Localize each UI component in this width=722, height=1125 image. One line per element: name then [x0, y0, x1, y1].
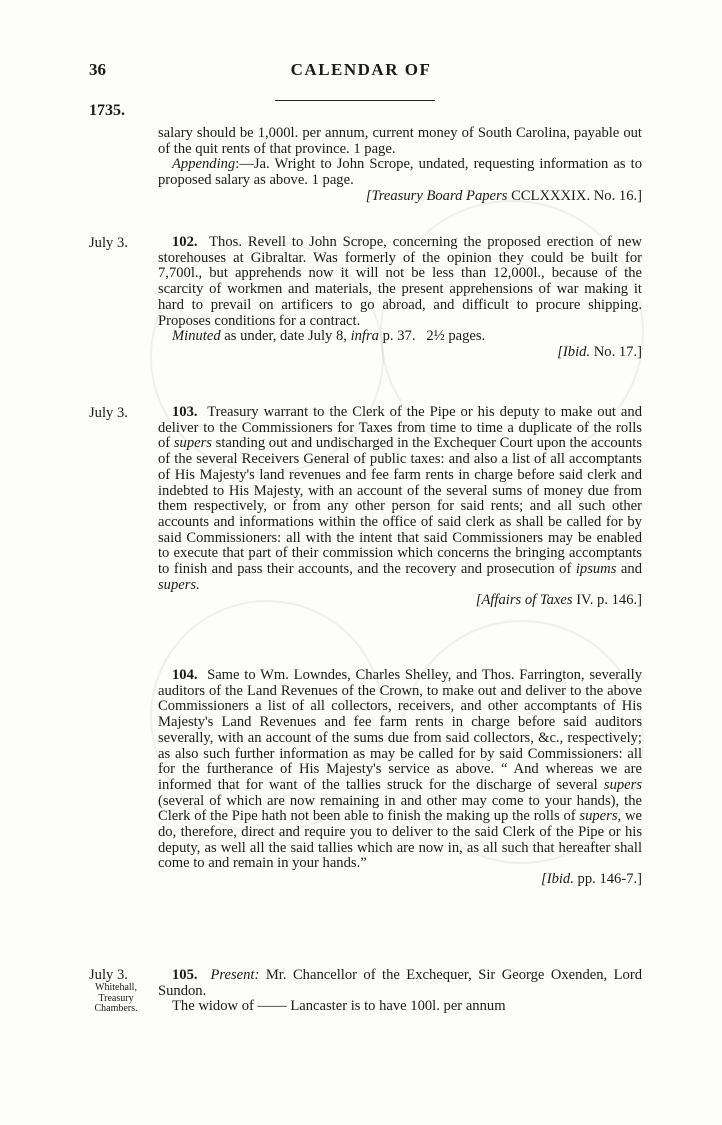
entry-body: Thos. Revell to John Scrope, concerning the proposed erection of new storehouses at Gibraltar. Was formerly of the opinion they could be built for 7,700l., but apprehends now it will not be less than 12,000l., because of the scarcity of workmen and materials, the present apprehensions of war making it hard to prevail on artificers to go abroad, and difficult to procure shipping. Proposes conditions for a contract. — [158, 234, 642, 329]
entry-date: July 3. — [89, 405, 128, 421]
present-label: Present: — [210, 967, 260, 983]
place-line: Whitehall, — [95, 982, 137, 993]
citation-ref: CCLXXXIX. No. 16.] — [511, 187, 642, 204]
entry-number: 102. — [172, 234, 198, 250]
page-count: 2½ pages. — [426, 328, 486, 345]
header-rule — [275, 100, 435, 101]
citation: [Affairs of Taxes IV. p. 146.] — [475, 592, 642, 609]
page-number: 36 — [89, 60, 106, 79]
entry-number: 105. — [172, 967, 198, 983]
minuted-text: as under, date July 8, — [224, 328, 347, 345]
citation-source: Ibid. — [546, 871, 574, 888]
entry-103 — [158, 405, 642, 609]
entry-date: July 3. — [89, 235, 128, 251]
running-title: CALENDAR OF — [290, 60, 432, 79]
entry-text — [158, 235, 642, 329]
entry-105 — [158, 968, 642, 1015]
entry-body: standing out and undischarged in the Exchequer Court upon the accounts of the several Receivers General of public taxes: and also a list of all accomptants of His Majesty's land revenues and fee farm rents in charge before said clerk and indebted to His Majesty, with an account of the several sums of money due from them respectively, or from any other person for said rents; and all such other accounts and informations within the office of said clerk as shall be called for by said Commissioners: all with the intent that said Commissioners may be enabled to execute that part of their commission which concerns the bringing accomptants to finish and pass their accounts, and the recovery and prosecution of — [158, 435, 643, 578]
page-header — [0, 60, 722, 84]
minuted-page: p. 37. — [382, 328, 416, 345]
appending-note — [158, 157, 642, 188]
citation: [Ibid. pp. 146-7.] — [541, 871, 642, 888]
entry-number: 103. — [172, 404, 198, 420]
citation-source: Ibid. — [562, 343, 591, 360]
entry-text: The widow of —— Lancaster is to have 100l. per annum — [172, 998, 506, 1015]
year-label: 1735. — [89, 102, 125, 119]
entry-body: and — [620, 561, 642, 578]
appending-label: Appending — [172, 156, 236, 173]
citation-ref: IV. p. 146.] — [576, 592, 642, 609]
citation: [Ibid. No. 17.] — [557, 343, 642, 360]
citation-ref: No. 17.] — [593, 343, 642, 360]
entry-date: July 3. — [89, 967, 128, 983]
term-supers: supers. — [158, 576, 200, 593]
citation-ref: pp. 146-7.] — [577, 871, 642, 888]
term-supers: supers, — [579, 808, 622, 825]
entry-102 — [158, 235, 642, 361]
minuted-label: Minuted — [172, 328, 221, 345]
entry-number: 104. — [172, 667, 198, 683]
entry-date-place — [89, 968, 143, 1015]
entry-text — [158, 405, 642, 593]
quoted-text: we do, therefore, direct and require you to deliver to the said Clerk of the Pipe or his deputy, as well all the said tallies which are now in, as all such that hereafter shall come to and remain in your hands.” — [158, 808, 642, 872]
entry-body: Same to Wm. Lowndes, Charles Shelley, and Thos. Farrington, severally auditors of the Land Revenues of the Crown, to make out and deliver to the above Commissioners a list of all collectors, receivers, and other accomptants of His Majesty's Land Revenues and fee farm rents in charge before said auditors severally, with an account of the sums due from said collectors, &c., respectively; as also such further information as may be called for by said Commissioners: all for the furtherance of His Majesty's service as above. — [158, 667, 643, 778]
term-supers: supers — [173, 435, 212, 452]
appending-text: :—Ja. Wright to John Scrope, undated, requesting information as to proposed salary as above. 1 page. — [158, 156, 642, 189]
continuation-text: salary should be 1,000l. per annum, current money of South Carolina, payable out of the quit rents of that province. 1 page. — [158, 125, 642, 157]
term-ipsums: ipsums — [575, 561, 617, 578]
continuation-block — [158, 126, 642, 205]
minuted-note — [158, 329, 642, 345]
place-line: Chambers. — [94, 1003, 138, 1014]
entry-text — [158, 668, 642, 872]
entry-body: Mr. Chancellor of the Exchequer, Sir George Oxenden, Lord Sundon. — [158, 967, 642, 999]
quoted-text: “ And whereas we are informed that for want of the tallies struck for the discharge of several — [158, 761, 642, 793]
term-supers: supers — [603, 776, 642, 793]
entry-text — [158, 968, 642, 999]
place-line: Treasury — [98, 992, 134, 1004]
entry-body: Treasury warrant to the Clerk of the Pipe or his deputy to make out and deliver to the Commissioners for Taxes from time to time a duplicate of the rolls of — [158, 404, 642, 452]
quoted-text: (several of which are now remaining in and other may come to your hands), the Clerk of the Pipe hath not been able to finish the making up the rolls of — [158, 792, 642, 825]
entry-104 — [158, 668, 642, 888]
citation-source: Treasury Board Papers — [371, 187, 508, 204]
citation: [Treasury Board Papers CCLXXXIX. No. 16.] — [365, 187, 642, 204]
minuted-infra: infra — [350, 328, 379, 345]
citation-source: Affairs of Taxes — [481, 592, 573, 609]
